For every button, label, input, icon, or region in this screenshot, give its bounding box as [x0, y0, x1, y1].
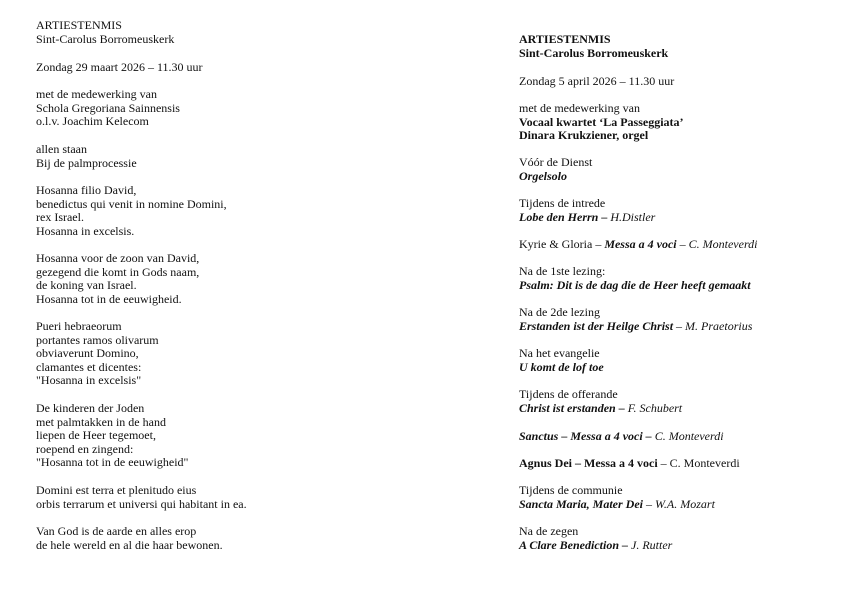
- stanza-line: Hosanna filio David,: [36, 183, 137, 197]
- right-cooperation: [519, 102, 684, 143]
- right-church: Sint-Carolus Borromeuskerk: [519, 45, 669, 60]
- program-piece: A Clare Benediction –: [519, 537, 629, 552]
- program-item: [519, 306, 752, 333]
- program-item-sanctus: [519, 430, 724, 444]
- program-composer: – M. Praetorius: [676, 318, 753, 333]
- left-coop-choir: Schola Gregoriana Sainnensis: [36, 100, 180, 115]
- stanza-line: roepend en zingend:: [36, 441, 134, 456]
- program-label: Tijdens de communie: [519, 483, 623, 497]
- program-composer: C. Monteverdi: [654, 429, 724, 443]
- program-piece: Orgelsolo: [519, 168, 567, 183]
- program-piece: Messa a 4 voci: [604, 237, 677, 251]
- program-piece: Agnus Dei – Messa a 4 voci: [519, 456, 658, 470]
- program-label: Na de zegen: [519, 524, 579, 538]
- program-piece: Sancta Maria, Mater Dei: [519, 496, 644, 511]
- domini-dutch-stanza: [36, 525, 223, 552]
- program-item: [519, 388, 682, 415]
- program-piece: Christ ist erstanden –: [519, 400, 625, 415]
- stanza-line: met palmtakken in de hand: [36, 414, 166, 429]
- program-piece: U komt de lof toe: [519, 359, 604, 374]
- program-label: Tijdens de intrede: [519, 196, 606, 210]
- program-composer: – W.A. Mozart: [646, 496, 715, 511]
- domini-latin-stanza: [36, 484, 247, 511]
- program-label: Vóór de Dienst: [519, 155, 593, 169]
- stanza-line: Domini est terra et plenitudo eius: [36, 483, 197, 497]
- right-header: [519, 33, 668, 60]
- left-coop-conductor: o.l.v. Joachim Kelecom: [36, 114, 149, 129]
- left-cooperation: [36, 88, 180, 129]
- stanza-line: "Hosanna tot in de eeuwigheid": [36, 455, 189, 470]
- right-coop-organist: Dinara Krukziener, orgel: [519, 128, 649, 143]
- pueri-dutch-stanza: [36, 402, 188, 470]
- program-piece: Lobe den Herrn –: [519, 209, 608, 224]
- program-item: [519, 156, 592, 183]
- stanza-line: gezegend die komt in Gods naam,: [36, 264, 200, 279]
- stanza-line: clamantes et dicentes:: [36, 359, 142, 374]
- stanza-line: liepen de Heer tegemoet,: [36, 428, 156, 443]
- program-composer: H.Distler: [610, 209, 656, 224]
- program-item: [519, 347, 604, 374]
- stanza-line: Van God is de aarde en alles erop: [36, 524, 197, 538]
- stanza-line: obviaverunt Domino,: [36, 346, 139, 361]
- left-rubric-stand: allen staan: [36, 142, 87, 156]
- stanza-line: Hosanna voor de zoon van David,: [36, 251, 200, 265]
- program-composer: – C. Monteverdi: [660, 456, 740, 470]
- stanza-line: rex Israel.: [36, 210, 84, 225]
- program-item-communie: [519, 484, 715, 511]
- stanza-line: benedictus qui venit in nomine Domini,: [36, 196, 227, 211]
- stanza-line: Hosanna in excelsis.: [36, 223, 135, 238]
- program-composer: – C. Monteverdi: [679, 237, 758, 251]
- stanza-line: Pueri hebraeorum: [36, 319, 122, 333]
- program-item: [519, 197, 655, 224]
- right-date: Zondag 5 april 2026 – 11.30 uur: [519, 74, 675, 88]
- program-piece: Erstanden ist der Heilge Christ: [519, 318, 674, 333]
- hosanna-dutch-stanza: [36, 252, 199, 306]
- program-label: Na het evangelie: [519, 346, 600, 360]
- program-composer: J. Rutter: [631, 537, 673, 552]
- program-piece: Psalm: Dit is de dag die de Heer heeft gemaakt: [519, 277, 751, 292]
- program-label: Na de 2de lezing: [519, 305, 600, 319]
- left-rubric-procession: Bij de palmprocessie: [36, 155, 137, 170]
- stanza-line: de koning van Israel.: [36, 278, 137, 293]
- program-item-agnus: [519, 457, 740, 471]
- stanza-line: de hele wereld en al die haar bewonen.: [36, 537, 223, 552]
- program-label: Tijdens de offerande: [519, 387, 618, 401]
- program-item: [519, 265, 751, 292]
- left-title: ARTIESTENMIS: [36, 18, 122, 32]
- program-composer: F. Schubert: [627, 400, 683, 415]
- stanza-line: De kinderen der Joden: [36, 401, 145, 415]
- pueri-latin-stanza: [36, 320, 159, 388]
- program-item-kyrie: [519, 238, 758, 252]
- left-coop-intro: met de medewerking van: [36, 87, 157, 101]
- hosanna-latin-stanza: [36, 184, 227, 238]
- stanza-line: portantes ramos olivarum: [36, 332, 159, 347]
- stanza-line: orbis terrarum et universi qui habitant in ea.: [36, 496, 247, 511]
- left-date: Zondag 29 maart 2026 – 11.30 uur: [36, 60, 203, 74]
- stanza-line: Hosanna tot in de eeuwigheid.: [36, 291, 182, 306]
- program-item-zegen: [519, 525, 672, 552]
- left-header: [36, 19, 174, 46]
- program-label: Kyrie & Gloria –: [519, 237, 602, 251]
- left-rubric: [36, 143, 137, 170]
- right-coop-ensemble: Vocaal kwartet ‘La Passeggiata’: [519, 114, 684, 129]
- program-piece: Sanctus – Messa a 4 voci –: [519, 429, 652, 443]
- program-label: Na de 1ste lezing:: [519, 264, 606, 278]
- stanza-line: "Hosanna in excelsis": [36, 373, 142, 388]
- left-church: Sint-Carolus Borromeuskerk: [36, 31, 175, 46]
- right-title: ARTIESTENMIS: [519, 32, 611, 46]
- right-coop-intro: met de medewerking van: [519, 101, 640, 115]
